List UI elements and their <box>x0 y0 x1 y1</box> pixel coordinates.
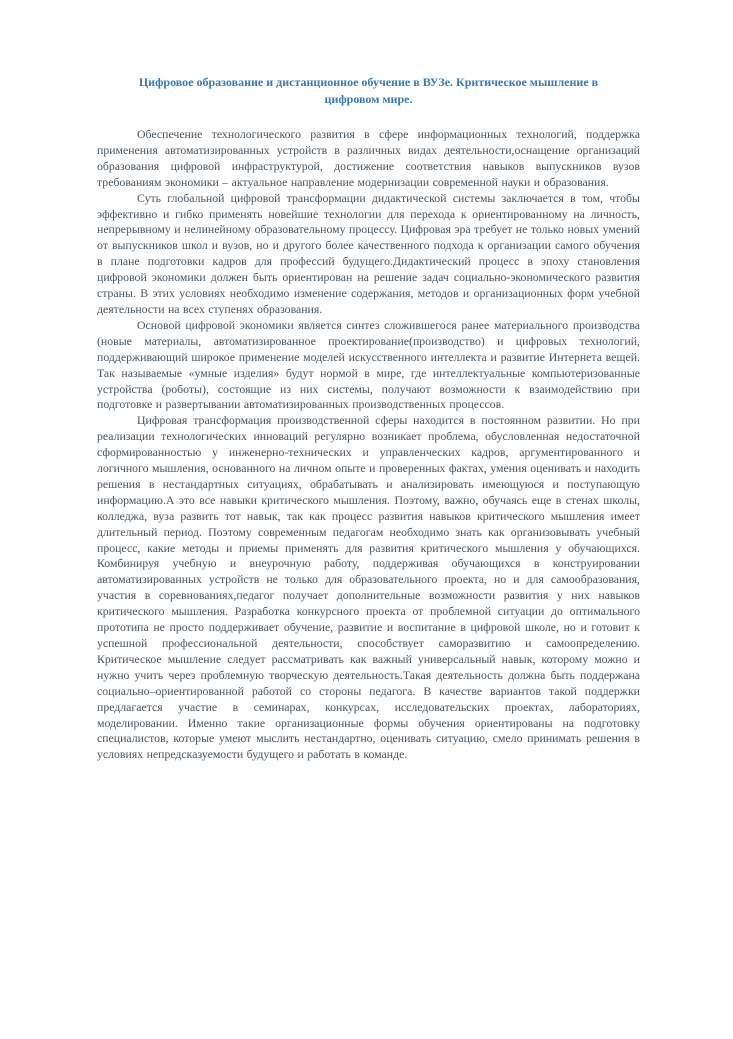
document-body <box>97 127 640 763</box>
paragraph-digital-economy-basis: Основой цифровой экономики является синтез сложившегося ранее материального производства (новые материалы, автоматизированное проектирование(производство) и цифровых технологий, поддерживающий широкое применение моделей искусственного интеллекта и развитие Интернета вещей. Так называемые «умные изделия» будут нормой в мире, где интеллектуальные компьютеризованные устройства (роботы), состоящие из них системы, получают возможности к взаимодействию при подготовке и развертывании автоматизированных производственных процессов. <box>97 317 640 412</box>
document-title: Цифровое образование и дистанционное обучение в ВУЗе. Критическое мышление в цифровом мире. <box>138 75 599 106</box>
paragraph-intro: Обеспечение технологического развития в сфере информационных технологий, поддержка применения автоматизированных устройств в различных видах деятельности,оснащение организаций образования цифровой инфраструктурой, достижение соответствия навыков выпускников вузов требованиям экономики – актуальное направление модернизации современной науки и образования. <box>97 127 640 189</box>
document-content <box>97 74 640 763</box>
paragraph-digital-transformation: Суть глобальной цифровой трансформации дидактической системы заключается в том, чтобы эффективно и гибко применять новейшие технологии для перехода к ориентированному на личность, непрерывному и нелинейному образовательному процессу. Цифровая эра требует не только новых умений от выпускников школ и вузов, но и другого более качественного подхода к организации самого обучения в плане подготовки кадров для профессий будущего.Дидактический процесс в эпоху становления цифровой экономики должен быть ориентирован на решение задач социально-экономического развития страны. В этих условиях необходимо изменение содержания, методов и организационных форм учебной деятельности на всех ступенях образования. <box>97 190 640 316</box>
paragraph-critical-thinking: Цифровая трансформация производственной сферы находится в постоянном развитии. Но при реализации технологических инноваций регулярно возникает проблема, обусловленная недостаточной сформированностью у инженерно-технических и управленческих кадров, аргументированного и логичного мышления, основанного на личном опыте и проверенных фактах, умения оценивать и находить решения в нестандартных ситуациях, обрабатывать и анализировать имеющуюся и поступающую информацию.А это все навыки критического мышления. Поэтому, важно, обучаясь еще в стенах школы, колледжа, вуза развить тот навык, так как процесс развития навыков критического мышления имеет длительный период. Поэтому современным педагогам необходимо знать как организовывать учебный процесс, какие методы и приемы применять для развития критического мышления у обучающихся. Комбинируя учебную и внеурочную работу, поддерживая обучающихся в конструировании автоматизированных устройств не только для образовательного проекта, но и для самообразования, участия в соревнованиях,педагог получает дополнительные возможности развития у них навыков критического мышления. Разработка конкурсного проекта от проблемной ситуации до оптимального прототипа не просто поддерживает обучение, развитие и воспитание в цифровой школе, но и готовит к успешной профессиональной деятельности, способствует саморазвитию и самоопределению. Критическое мышление следует рассматривать как важный универсальный навык, которому можно и нужно учить через проблемную творческую деятельность.Такая деятельность должна быть поддержана социально–ориентированной работой со стороны педагога. В качестве вариантов такой поддержки предлагается участие в семинарах, конкурсах, исследовательских проектах, лабораториях, моделировании. Именно такие организационные формы обучения ориентированы на подготовку специалистов, которые умеют мыслить нестандартно, оценивать ситуацию, смело принимать решения в условиях непредсказуемости будущего и работать в команде. <box>97 413 640 762</box>
